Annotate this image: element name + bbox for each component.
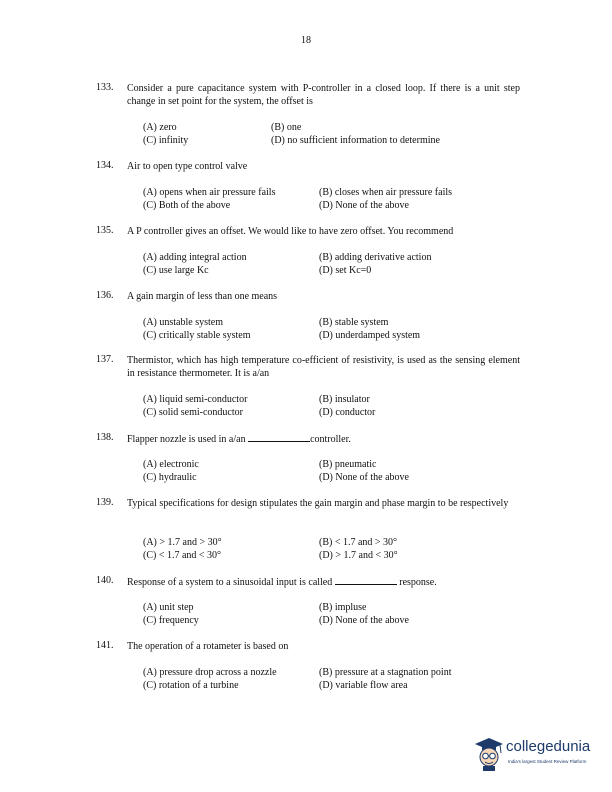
- page-number: 18: [301, 35, 311, 46]
- option-c: (C) hydraulic: [143, 472, 197, 483]
- option-b: (B) stable system: [319, 317, 389, 328]
- option-a: (A) > 1.7 and > 30°: [143, 537, 222, 548]
- logo-tagline: India's largest Student Review Platform: [508, 759, 587, 764]
- question-number: 135.: [96, 225, 114, 236]
- question-text: Thermistor, which has high temperature co-efficient of resistivity, is used as the sensing element in resistance thermometer. It is a/an: [127, 355, 520, 379]
- question-text: A gain margin of less than one means: [127, 291, 278, 302]
- question-number: 141.: [96, 640, 114, 651]
- question-text-end: response.: [399, 577, 437, 588]
- option-a: (A) adding integral action: [143, 252, 247, 263]
- option-a: (A) unstable system: [143, 317, 223, 328]
- question-136: [96, 290, 520, 303]
- option-a: (A) pressure drop across a nozzle: [143, 667, 277, 678]
- question-number: 136.: [96, 290, 114, 301]
- options-135: [143, 251, 523, 277]
- collegedunia-logo[interactable]: [474, 735, 604, 775]
- question-140: [96, 575, 520, 589]
- graduate-mascot-icon: [474, 737, 504, 771]
- question-text: Air to open type control valve: [127, 161, 248, 172]
- question-text-end: controller.: [310, 434, 351, 445]
- question-135: [96, 225, 520, 238]
- option-d: (D) None of the above: [319, 200, 409, 211]
- option-c: (C) Both of the above: [143, 200, 231, 211]
- question-text: The operation of a rotameter is based on: [127, 641, 289, 652]
- option-d: (D) > 1.7 and < 30°: [319, 550, 398, 561]
- question-number: 139.: [96, 497, 114, 508]
- options-137: [143, 393, 523, 419]
- question-text: Typical specifications for design stipulates the gain margin and phase margin to be respectively: [127, 498, 509, 509]
- option-d: (D) set Kc=0: [319, 265, 372, 276]
- options-139: [143, 536, 523, 562]
- question-text-start: Flapper nozzle is used in a/an: [127, 434, 246, 445]
- options-140: [143, 601, 523, 627]
- question-137: [96, 354, 520, 380]
- option-c: (C) solid semi-conductor: [143, 407, 243, 418]
- options-136: [143, 316, 523, 342]
- options-133: [143, 121, 523, 147]
- option-a: (A) electronic: [143, 459, 199, 470]
- option-c: (C) infinity: [143, 135, 189, 146]
- question-text-start: Response of a system to a sinusoidal input is called: [127, 577, 333, 588]
- option-c: (C) < 1.7 and < 30°: [143, 550, 222, 561]
- question-number: 137.: [96, 354, 114, 365]
- answer-blank: [248, 432, 310, 442]
- option-a: (A) liquid semi-conductor: [143, 394, 248, 405]
- question-text: [127, 575, 520, 589]
- option-b: (B) < 1.7 and > 30°: [319, 537, 398, 548]
- option-d: (D) None of the above: [319, 615, 409, 626]
- question-141: [96, 640, 520, 653]
- question-138: [96, 432, 520, 446]
- option-b: (B) pressure at a stagnation point: [319, 667, 452, 678]
- option-b: (B) impluse: [319, 602, 367, 613]
- option-b: (B) closes when air pressure fails: [319, 187, 453, 198]
- option-c: (C) rotation of a turbine: [143, 680, 239, 691]
- question-number: 134.: [96, 160, 114, 171]
- option-a: (A) zero: [143, 122, 177, 133]
- option-b: (B) insulator: [319, 394, 370, 405]
- question-number: 138.: [96, 432, 114, 443]
- option-b: (B) adding derivative action: [319, 252, 432, 263]
- question-133: [96, 82, 520, 108]
- option-c: (C) use large Kc: [143, 265, 209, 276]
- option-d: (D) variable flow area: [319, 680, 408, 691]
- options-141: [143, 666, 523, 692]
- option-d: (D) no sufficient information to determine: [271, 135, 440, 146]
- option-c: (C) critically stable system: [143, 330, 251, 341]
- question-text: Consider a pure capacitance system with P-controller in a closed loop. If there is a unit step change in set point for the system, the offset is: [127, 83, 520, 107]
- options-134: [143, 186, 523, 212]
- option-b: (B) one: [271, 122, 302, 133]
- answer-blank: [335, 575, 397, 585]
- option-d: (D) None of the above: [319, 472, 409, 483]
- options-138: [143, 458, 523, 484]
- question-139: [96, 497, 520, 510]
- question-number: 140.: [96, 575, 114, 586]
- option-b: (B) pneumatic: [319, 459, 377, 470]
- option-c: (C) frequency: [143, 615, 199, 626]
- option-a: (A) unit step: [143, 602, 194, 613]
- question-text: [127, 432, 520, 446]
- option-d: (D) underdamped system: [319, 330, 421, 341]
- question-text: A P controller gives an offset. We would like to have zero offset. You recommend: [127, 226, 454, 237]
- question-number: 133.: [96, 82, 114, 93]
- logo-wordmark: collegedunia: [506, 738, 591, 755]
- option-a: (A) opens when air pressure fails: [143, 187, 276, 198]
- question-134: [96, 160, 520, 173]
- option-d: (D) conductor: [319, 407, 376, 418]
